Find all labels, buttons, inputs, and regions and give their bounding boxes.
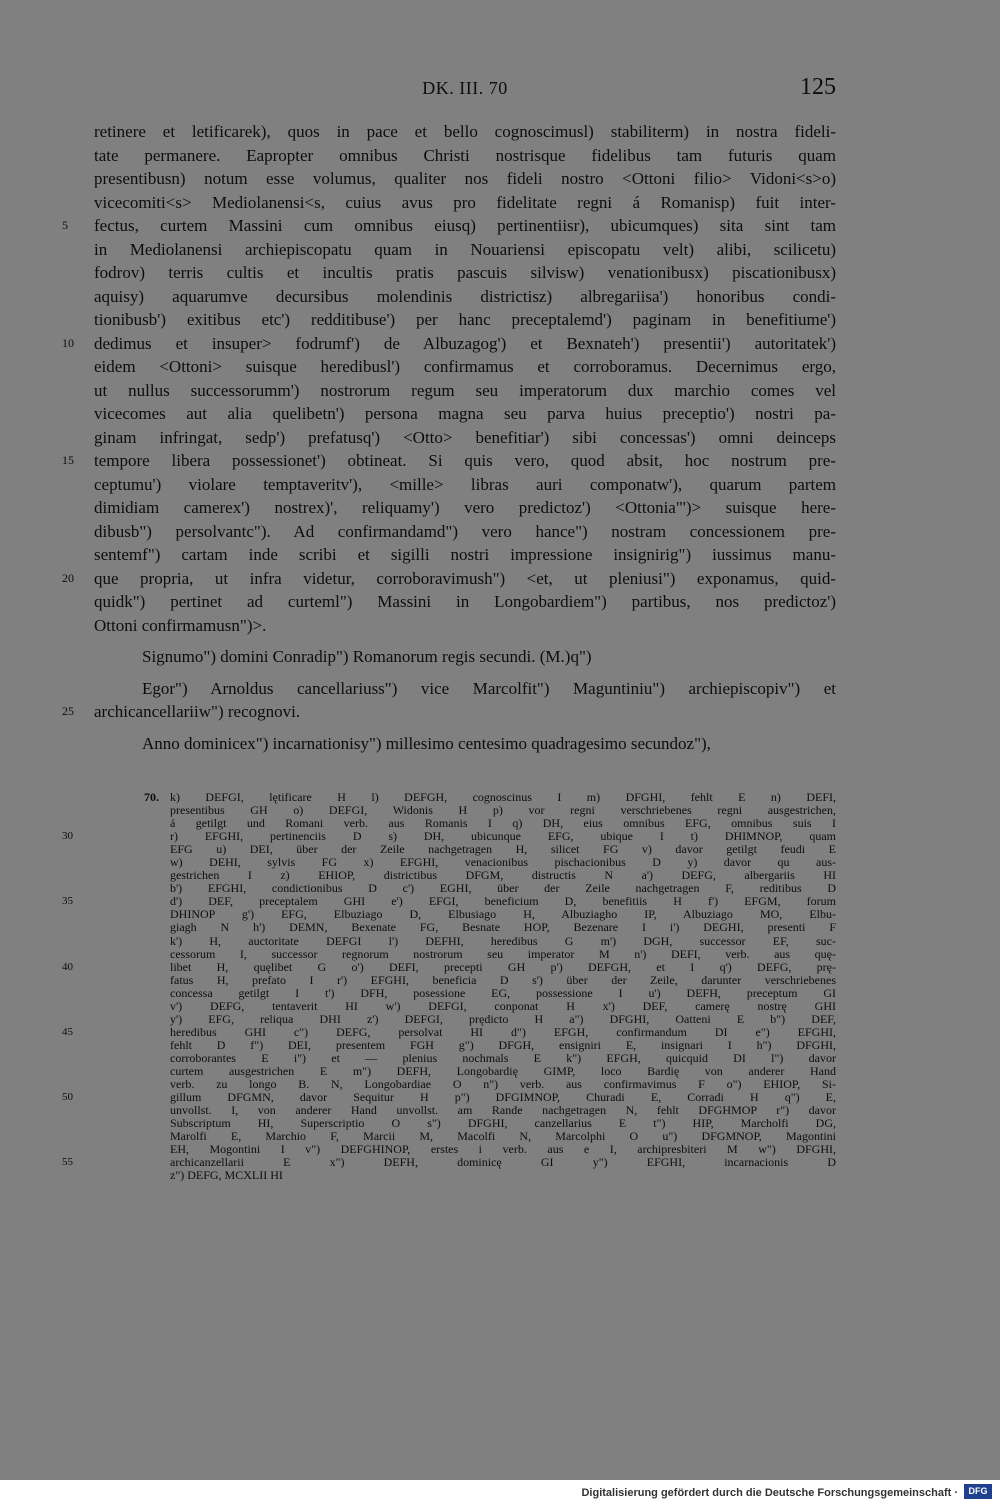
line-text: fectus, curtem Massini cum omnibus eiusq) pertinentiisr), ubicumques) sita sint tam — [94, 216, 836, 235]
footer-bar — [0, 1480, 1000, 1502]
line-number: 20 — [62, 570, 74, 585]
note-text: fatus H, prefato I r') EFGHI, beneficia D s') über der Zeile, darunter verschriebenes — [170, 972, 836, 987]
line-text: quidk") pertinet ad curteml") Massini in Longobardiem") partibus, nos predictoz') — [94, 592, 836, 611]
note-text: EFG u) DEI, über der Zeile nachgetragen H, silicet FG v) davor getilgt feudi E — [170, 842, 836, 857]
line-number: 45 — [62, 1025, 73, 1038]
subscription-line — [62, 700, 836, 724]
line-number: 25 — [62, 704, 74, 718]
note-text: corroborantes E i") et — plenius nochmals E k") EFGH, quicquid DI l") davor — [170, 1050, 836, 1065]
line-number: 5 — [62, 218, 68, 232]
line-text: Egor") Arnoldus cancellariuss") vice Marcolfit") Maguntiniu") archiepiscopiv") et — [142, 678, 836, 698]
line-number: 40 — [62, 960, 73, 973]
note-text: concessa getilgt I t') DFH, posessione EG, possessione I u') DEFH, preceptum GI — [170, 985, 836, 1000]
text-line — [94, 120, 836, 144]
line-text: archicancellariiw") recognovi. — [94, 702, 301, 721]
note-text: presentibus GH o) DEFGI, Widonis H p) vor regni verschriebenes regni ausgestrichen, — [170, 803, 836, 818]
line-text: ginam infringat, sedp') prefatusq') <Otto> benefitiar') sibi concessas') omni deinceps — [94, 427, 836, 447]
page-number: 125 — [800, 74, 836, 100]
text-line — [62, 332, 836, 356]
line-number: 15 — [62, 453, 74, 467]
note-text: Subscriptum HI, Superscriptio O s") DFGHI, canzellarius E t") HIP, Marcholfi DG, — [170, 1116, 836, 1131]
text-line — [94, 496, 836, 520]
note-text: v') DEFG, tentaverit HI w') DEFGI, conponat H x') DEF, camerę nostrę GHI — [170, 998, 836, 1013]
line-number: 55 — [62, 1156, 73, 1169]
note-text: curtem ausgestrichen E m") DEFH, Longobardię GIMP, loco Bardię von anderer Hand — [170, 1063, 836, 1078]
note-text: unvollst. I, von anderer Hand unvollst. am Rande nachgetragen N, fehlt DFGHMOP r") davor — [170, 1103, 836, 1118]
text-line — [94, 379, 836, 403]
line-number: 35 — [62, 895, 73, 908]
running-head: DK. III. 70 — [422, 78, 508, 98]
text-line — [94, 426, 836, 450]
note-text: k') H, auctoritate DEFGI l') DEFHI, heredibus G m') DGH, successor EF, suc- — [170, 933, 836, 948]
line-number: 50 — [62, 1091, 73, 1104]
note-text: d') DEF, preceptalem GHI e') EFGI, beneficium D, benefitiis H f') EFGM, forum — [170, 894, 836, 909]
document-number: 70. — [144, 790, 159, 804]
line-text: que propria, ut infra videtur, corroboravimush") <et, ut pleniusi") exponamus, quid- — [94, 568, 836, 588]
text-line — [94, 473, 836, 497]
note-text: z") DEFG, MCXLII HI — [170, 1168, 283, 1183]
line-text: vicecomiti<s> Mediolanensi<s, cuius avus pro fidelitate regni á Romanisp) fuit inter- — [94, 192, 836, 212]
text-line — [94, 191, 836, 215]
text-line — [94, 308, 836, 332]
line-text: tate permanere. Eapropter omnibus Christi nostrisque fidelibus tam futuris quam — [94, 145, 836, 165]
text-line — [94, 355, 836, 379]
page-header — [94, 74, 836, 104]
note-text: á getilgt und Romani verb. aus Romanis I q) DH, eius omnibus EFG, omnibus suis I — [170, 816, 836, 831]
note-text: r) EFGHI, pertinenciis D s) DH, ubicunque EFG, ubique I t) DHIMNOP, quam — [170, 829, 836, 844]
line-number: 30 — [62, 830, 73, 843]
text-line — [94, 543, 836, 567]
line-text: tionibusb') exitibus etc') redditibuse') per hanc preceptalemd') paginam in benefitiume') — [94, 310, 836, 329]
text-line — [62, 214, 836, 238]
text-line — [94, 144, 836, 168]
line-text: presentibusn) notum esse volumus, qualiter nos fideli nostro <Ottoni filio> Vidoni<s>o) — [94, 169, 836, 188]
line-number: 10 — [62, 335, 74, 350]
text-line — [94, 261, 836, 285]
note-text: DHINOP g') EFG, Elbuziago D, Elbusiago H, Albuziagho IP, Albuziago MO, Elbu- — [170, 907, 836, 922]
note-text: k) DEFGI, lętificare H l) DEFGH, cognoscinus I m) DFGHI, fehlt E n) DEFI, — [170, 790, 836, 804]
line-text: eidem <Ottoni> suisque heredibusl') confirmamus et corroboramus. Decernimus ergo, — [94, 357, 836, 376]
line-text: fodrov) terris cultis et incultis pratis pascuis silvisw) venationibusx) piscationibusx) — [94, 263, 836, 282]
note-text: gestrichen I z) EHIOP, districtibus DFGM, distructis N a') DEFG, albergariis HI — [170, 868, 836, 883]
text-line — [94, 238, 836, 262]
note-text: b') EFGHI, condictionibus D c') EGHI, über der Zeile nachgetragen F, reditibus D — [170, 881, 836, 896]
text-line — [94, 590, 836, 614]
text-line — [62, 449, 836, 473]
line-text: vicecomes aut alia quelibetn') persona magna seu parva huius preceptio') nostri pa- — [94, 404, 836, 423]
critical-apparatus — [62, 790, 836, 1183]
text-line — [94, 614, 836, 638]
note-text: heredibus GHI c") DEFG, persolvat HI d") EFGH, confirmandum DI e") EFGHI, — [170, 1024, 836, 1039]
note-text: cessorum I, successor regnorum nostrorum seu imperator M n') DEFI, verb. aus quę- — [170, 946, 836, 961]
line-text: dedimus et insuper> fodrumf') de Albuzagog') et Bexnateh') presentii') autoritatek') — [94, 333, 836, 353]
line-text: retinere et letificarek), quos in pace et bello cognoscimusl) stabiliterm) in nostra fideli- — [94, 122, 836, 141]
charter-text — [62, 120, 836, 755]
note-text: y') EFG, reliqua DHI z') DEFGI, prędicto H a") DFGHI, Oatteni E b") DEF, — [170, 1011, 836, 1026]
note-text: archicanzellarii E x") DEFH, dominicę GI y") EFGHI, incarnacionis D — [170, 1155, 836, 1170]
line-text: dimidiam camerex') nostrex)', reliquamy') vero predictoz') <Ottonia"')> suisque here- — [94, 498, 836, 517]
text-line — [94, 520, 836, 544]
note-text: giagh N h') DEMN, Bexenate FG, Besnate HOP, Bezenare I i') DEGHI, presenti F — [170, 920, 836, 935]
line-text: sentemf") cartam inde scribi et sigilli nostri impressione insignirig") iussimus manu- — [94, 545, 836, 564]
line-text: tempore libera possessionet') obtineat. Si quis vero, quod absit, hoc nostrum pre- — [94, 451, 836, 470]
line-text: Ottoni confirmamusn")>. — [94, 615, 267, 635]
note-text: verb. zu longo B. N, Longobardiae O n") verb. aus confirmavimus F o") EHIOP, Si- — [170, 1077, 836, 1092]
line-text: dibusb") persolvantc"). Ad confirmandamd") vero hance") nostram concessionem pre- — [94, 521, 836, 541]
line-text: ut nullus successorumm') nostrorum regum seu imperatorum dux marchio comes vel — [94, 380, 836, 400]
dfg-logo-icon: DFG — [964, 1484, 992, 1499]
text-line — [94, 285, 836, 309]
line-text: aquisy) aquarumve decursibus molendinis districtisz) albregariisa') honoribus condi- — [94, 286, 836, 306]
text-line — [62, 567, 836, 591]
note-text: gillum DFGMN, davor Sequitur H p") DFGIMNOP, Churadi E, Corradi H q") E, — [170, 1090, 836, 1105]
line-text: in Mediolanensi archiepiscopatu quam in Nouariensi episcopatu velt) alibi, scilicetu) — [94, 239, 836, 259]
note-text: Marolfi E, Marchio F, Marcii M, Macolfi N, Marcolphi O u") DFGMNOP, Magontini — [170, 1129, 836, 1144]
note-text: w) DEHI, sylvis FG x) EFGHI, venacionibus pischacionibus D y) davor qu aus- — [170, 855, 836, 870]
note-text: libet H, quęlibet G o') DEFI, precepti GH p') DEFGH, et I q') DEFG, prę- — [170, 959, 836, 974]
text-line — [94, 402, 836, 426]
digitization-credit: Digitalisierung gefördert durch die Deutsche Forschungsgemeinschaft · — [581, 1487, 958, 1499]
note-line — [94, 1169, 836, 1182]
text-line — [94, 167, 836, 191]
signum-line: Signumo") domini Conradip") Romanorum regis secundi. (M.)q") — [142, 647, 592, 666]
line-text: ceptumu') violare temptaveritv'), <mille> libras auri componatw'), quarum partem — [94, 474, 836, 494]
note-text: fehlt D f") DEI, presentem FGH g") DFGH, ensigniri E, insignari I h") DFGHI, — [170, 1037, 836, 1052]
note-text: EH, Mogontini I v") DEFGHINOP, erstes i verb. aus e I, archipresbiteri M w") DFGHI, — [170, 1142, 836, 1157]
subscription-line — [94, 677, 836, 701]
dating-line: Anno dominicex") incarnationisy") millesimo centesimo quadragesimo secundoz"), — [142, 733, 711, 753]
